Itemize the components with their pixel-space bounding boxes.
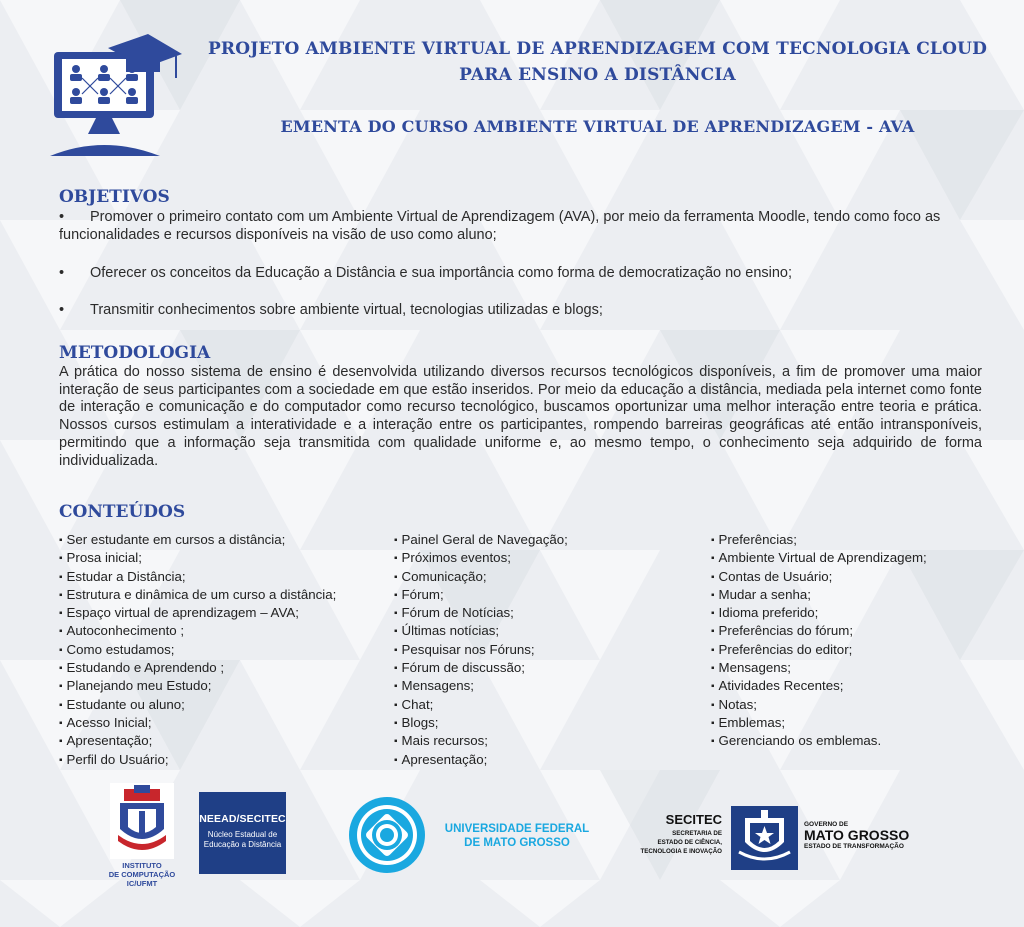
conteudo-list-item: ▪ Planejando meu Estudo; bbox=[59, 678, 336, 696]
conteudos-column-1 bbox=[59, 532, 336, 770]
conteudo-list-item: ▪ Atividades Recentes; bbox=[711, 678, 927, 696]
bullet-icon: • bbox=[59, 302, 65, 318]
neead-line-2: Educação a Distância bbox=[203, 839, 282, 849]
conteudo-list-item: ▪ Contas de Usuário; bbox=[711, 569, 927, 587]
conteudo-list-item: ▪ Gerenciando os emblemas. bbox=[711, 733, 927, 751]
governo-mato-grosso-label bbox=[804, 821, 934, 850]
secitec-line-2: ESTADO DE CIÊNCIA, bbox=[657, 839, 722, 846]
conteudo-list-item: ▪ Notas; bbox=[711, 697, 927, 715]
conteudo-list-item: ▪ Estudar a Distância; bbox=[59, 569, 336, 587]
conteudo-list-item: ▪ Preferências do fórum; bbox=[711, 623, 927, 641]
neead-line-1: Núcleo Estadual de bbox=[207, 830, 278, 839]
ic-label-line-2: DE COMPUTAÇÃO bbox=[108, 870, 176, 879]
conteudo-list-item: ▪ Estrutura e dinâmica de um curso a distância; bbox=[59, 587, 336, 605]
conteudo-list-item: ▪ Idioma preferido; bbox=[711, 605, 927, 623]
objetivos-heading: OBJETIVOS bbox=[59, 187, 170, 207]
conteudos-column-2 bbox=[394, 532, 568, 770]
conteudo-list-item: ▪ Estudante ou aluno; bbox=[59, 697, 336, 715]
bullet-icon: • bbox=[59, 265, 65, 281]
conteudo-list-item: ▪ Painel Geral de Navegação; bbox=[394, 532, 568, 550]
objetivo-text-3: Transmitir conhecimentos sobre ambiente virtual, tecnologias utilizadas e blogs; bbox=[90, 302, 603, 318]
conteudo-list-item: ▪ Apresentação; bbox=[59, 733, 336, 751]
conteudo-list-item: ▪ Estudando e Aprendendo ; bbox=[59, 660, 336, 678]
gov-line-2: MATO GROSSO bbox=[804, 827, 910, 843]
conteudo-list-item: ▪ Perfil do Usuário; bbox=[59, 752, 336, 770]
conteudo-list-item: ▪ Preferências do editor; bbox=[711, 642, 927, 660]
conteudo-list-item: ▪ Como estudamos; bbox=[59, 642, 336, 660]
conteudos-heading: CONTEÚDOS bbox=[59, 502, 186, 522]
conteudo-list-item: ▪ Espaço virtual de aprendizagem – AVA; bbox=[59, 605, 336, 623]
conteudo-list-item: ▪ Blogs; bbox=[394, 715, 568, 733]
mato-grosso-coat-of-arms-logo bbox=[731, 806, 798, 870]
instituto-computacao-logo bbox=[110, 783, 174, 859]
ufmt-label-line-2: DE MATO GROSSO bbox=[464, 837, 570, 849]
page-title-line-2: PARA ENSINO A DISTÂNCIA bbox=[459, 65, 736, 85]
neead-title: NEEAD/SECITEC bbox=[199, 813, 286, 825]
conteudo-list-item: ▪ Ser estudante em cursos a distância; bbox=[59, 532, 336, 550]
objetivo-text-1: Promover o primeiro contato com um Ambiente Virtual de Aprendizagem (AVA), por meio da ferramenta Moodle, tendo como foco as funcionalidades e recursos disponíveis na visão de uso como aluno; bbox=[59, 209, 941, 243]
neead-secitec-logo bbox=[199, 792, 286, 874]
conteudo-list-item: ▪ Fórum; bbox=[394, 587, 568, 605]
page-subtitle: EMENTA DO CURSO AMBIENTE VIRTUAL DE APRENDIZAGEM - AVA bbox=[280, 117, 915, 136]
conteudo-list-item: ▪ Mensagens; bbox=[394, 678, 568, 696]
ic-label-line-3: IC/UFMT bbox=[126, 879, 158, 888]
conteudo-list-item: ▪ Fórum de Notícias; bbox=[394, 605, 568, 623]
conteudo-list-item: ▪ Fórum de discussão; bbox=[394, 660, 568, 678]
conteudo-list-item: ▪ Acesso Inicial; bbox=[59, 715, 336, 733]
metodologia-text: A prática do nosso sistema de ensino é desenvolvida utilizando diversos recursos tecnológicos disponíveis, a fim de promover uma maior interação de seus participantes com a sociedade em que estão inseridos. Por meio da educação a distância, mediada pela internet como fonte de interação e comunicação e do computador como recurso tecnológico, buscamos oportunizar uma melhor interação entre teoria e prática. Nossos cursos estimulam a interatividade e a interação entre os participantes, rompendo barreiras geográficas até então intransponíveis, permitindo que a informação seja transmitida com qualidade uniforme e, ao mesmo tempo, o conhecimento seja adquirido de forma individualizada. bbox=[59, 364, 982, 469]
conteudo-list-item: ▪ Ambiente Virtual de Aprendizagem; bbox=[711, 550, 927, 568]
conteudo-list-item: ▪ Mensagens; bbox=[711, 660, 927, 678]
bullet-icon: • bbox=[59, 209, 65, 225]
conteudo-list-item: ▪ Pesquisar nos Fóruns; bbox=[394, 642, 568, 660]
objetivo-item-1 bbox=[59, 208, 984, 244]
computer-graduation-cap-logo bbox=[48, 34, 183, 162]
conteudo-list-item: ▪ Preferências; bbox=[711, 532, 927, 550]
conteudo-list-item: ▪ Mais recursos; bbox=[394, 733, 568, 751]
instituto-computacao-label bbox=[100, 861, 184, 888]
ufmt-label-line-1: UNIVERSIDADE FEDERAL bbox=[444, 823, 590, 835]
secitec-subtitle bbox=[600, 829, 722, 856]
conteudo-list-item: ▪ Chat; bbox=[394, 697, 568, 715]
conteudo-list-item: ▪ Últimas notícias; bbox=[394, 623, 568, 641]
metodologia-heading: METODOLOGIA bbox=[59, 343, 211, 363]
secitec-title: SECITEC bbox=[665, 812, 722, 827]
gov-line-3: ESTADO DE TRANSFORMAÇÃO bbox=[804, 843, 904, 850]
ufmt-label bbox=[437, 822, 597, 850]
secitec-line-1: SECRETARIA DE bbox=[672, 830, 722, 837]
ufmt-logo bbox=[347, 795, 427, 875]
ic-label-line-1: INSTITUTO bbox=[122, 861, 162, 870]
secitec-label bbox=[600, 812, 722, 856]
conteudo-list-item: ▪ Comunicação; bbox=[394, 569, 568, 587]
gov-line-1: GOVERNO DE bbox=[804, 821, 849, 828]
conteudo-list-item: ▪ Autoconhecimento ; bbox=[59, 623, 336, 641]
conteudos-column-3 bbox=[711, 532, 927, 752]
objetivo-item-2 bbox=[59, 264, 1015, 282]
page-title-line-1: PROJETO AMBIENTE VIRTUAL DE APRENDIZAGEM COM TECNOLOGIA CLOUD bbox=[207, 39, 988, 59]
conteudo-list-item: ▪ Próximos eventos; bbox=[394, 550, 568, 568]
secitec-line-3: TECNOLOGIA E INOVAÇÃO bbox=[640, 848, 722, 855]
conteudo-list-item: ▪ Mudar a senha; bbox=[711, 587, 927, 605]
objetivo-text-2: Oferecer os conceitos da Educação a Distância e sua importância como forma de democratização no ensino; bbox=[90, 265, 793, 281]
conteudo-list-item: ▪ Prosa inicial; bbox=[59, 550, 336, 568]
conteudo-list-item: ▪ Emblemas; bbox=[711, 715, 927, 733]
objetivo-item-3 bbox=[59, 301, 1015, 319]
conteudo-list-item: ▪ Apresentação; bbox=[394, 752, 568, 770]
